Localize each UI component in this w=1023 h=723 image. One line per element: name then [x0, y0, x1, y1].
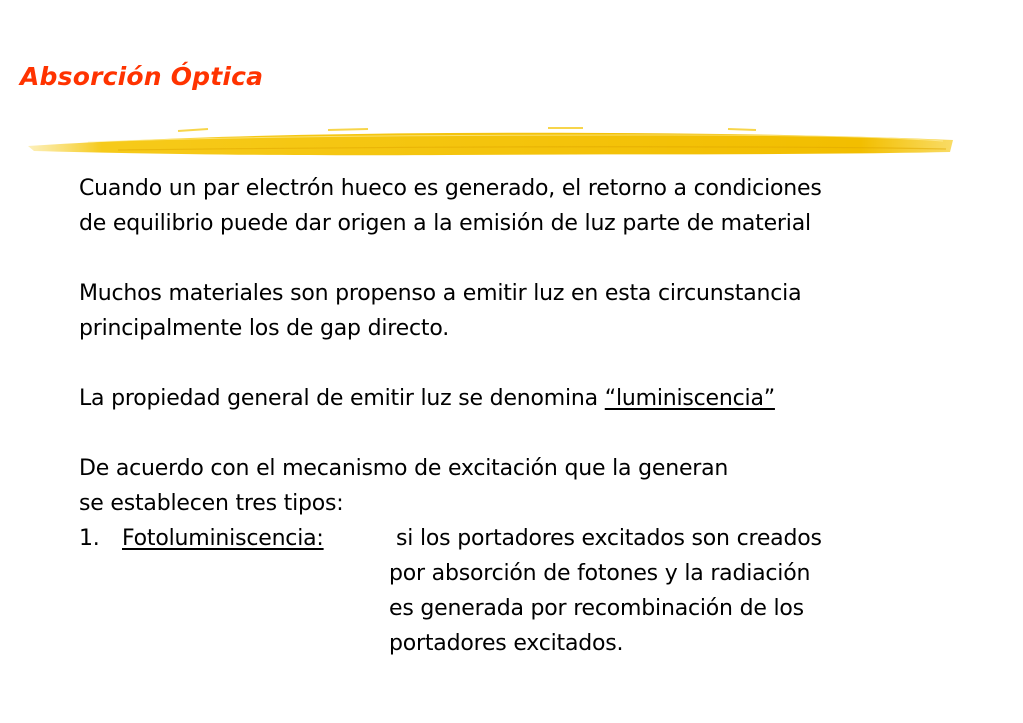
description-line: es generada por recombinación de los	[389, 596, 804, 621]
slide-title: Absorción Óptica	[20, 62, 264, 91]
paragraph-materials	[79, 276, 801, 346]
description-line: portadores excitados.	[389, 631, 624, 656]
paragraph-line: De acuerdo con el mecanismo de excitación que la generan	[79, 456, 729, 481]
paragraph-line: Cuando un par electrón hueco es generado, el retorno a condiciones	[79, 176, 822, 201]
paragraph-pair-generation	[79, 171, 822, 241]
paragraph-line: principalmente los de gap directo.	[79, 316, 449, 341]
paragraph-line: se establecen tres tipos:	[79, 491, 344, 516]
paragraph-luminescence	[79, 381, 775, 416]
paragraph-line: Muchos materiales son propenso a emitir luz en esta circunstancia	[79, 281, 802, 306]
paragraph-line: de equilibrio puede dar origen a la emisión de luz parte de material	[79, 211, 811, 236]
list-term: Fotoluminiscencia:	[122, 526, 324, 551]
description-line: por absorción de fotones y la radiación	[389, 561, 811, 586]
luminescence-term: “luminiscencia”	[604, 386, 775, 411]
paragraph-text: La propiedad general de emitir luz se denomina	[79, 386, 605, 411]
list-number: 1.	[79, 526, 100, 551]
description-line: si los portadores excitados son creados	[396, 526, 822, 551]
list-description	[389, 521, 822, 661]
paragraph-types-intro	[79, 451, 728, 521]
yellow-brush-divider	[28, 122, 953, 164]
